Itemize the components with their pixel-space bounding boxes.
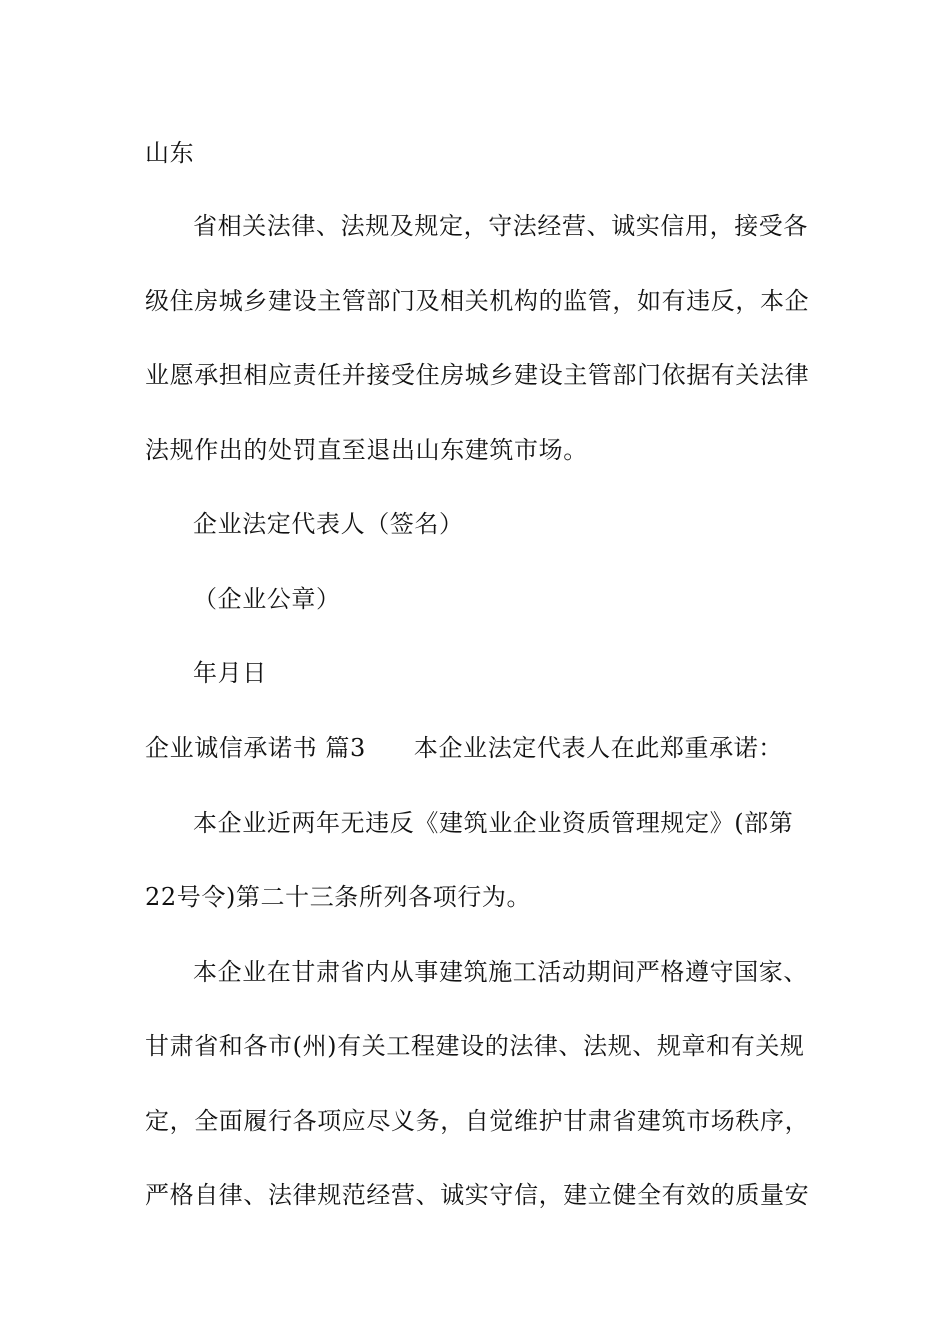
- signature-label: 企业法定代表人（签名）: [193, 510, 464, 538]
- section-heading-line: [145, 733, 815, 763]
- text-line: 甘肃省和各市(州)有关工程建设的法律、法规、规章和有关规: [145, 1032, 805, 1060]
- text-line: 级住房城乡建设主管部门及相关机构的监管，如有违反，本企: [145, 287, 810, 315]
- text-line: 定，全面履行各项应尽义务，自觉维护甘肃省建筑市场秩序，: [145, 1107, 810, 1135]
- text-line: 本企业近两年无违反《建筑业企业资质管理规定》(部第: [193, 809, 794, 837]
- text-line: 22号令)第二十三条所列各项行为。: [145, 883, 532, 911]
- text-line: 法规作出的处罚直至退出山东建筑市场。: [145, 436, 588, 464]
- section-intro: 本企业法定代表人在此郑重承诺：: [413, 734, 783, 762]
- section-heading: 企业诚信承诺书 篇3: [145, 734, 366, 762]
- date-label: 年月日: [193, 659, 267, 687]
- text-line: 省相关法律、法规及规定，守法经营、诚实信用，接受各: [193, 212, 808, 240]
- text-line: 业愿承担相应责任并接受住房城乡建设主管部门依据有关法律: [145, 361, 810, 389]
- text-line: 严格自律、法律规范经营、诚实守信，建立健全有效的质量安: [145, 1181, 810, 1209]
- seal-label: （企业公章）: [193, 585, 341, 613]
- text-line: 本企业在甘肃省内从事建筑施工活动期间严格遵守国家、: [193, 958, 808, 986]
- text-line: 山东: [145, 139, 195, 167]
